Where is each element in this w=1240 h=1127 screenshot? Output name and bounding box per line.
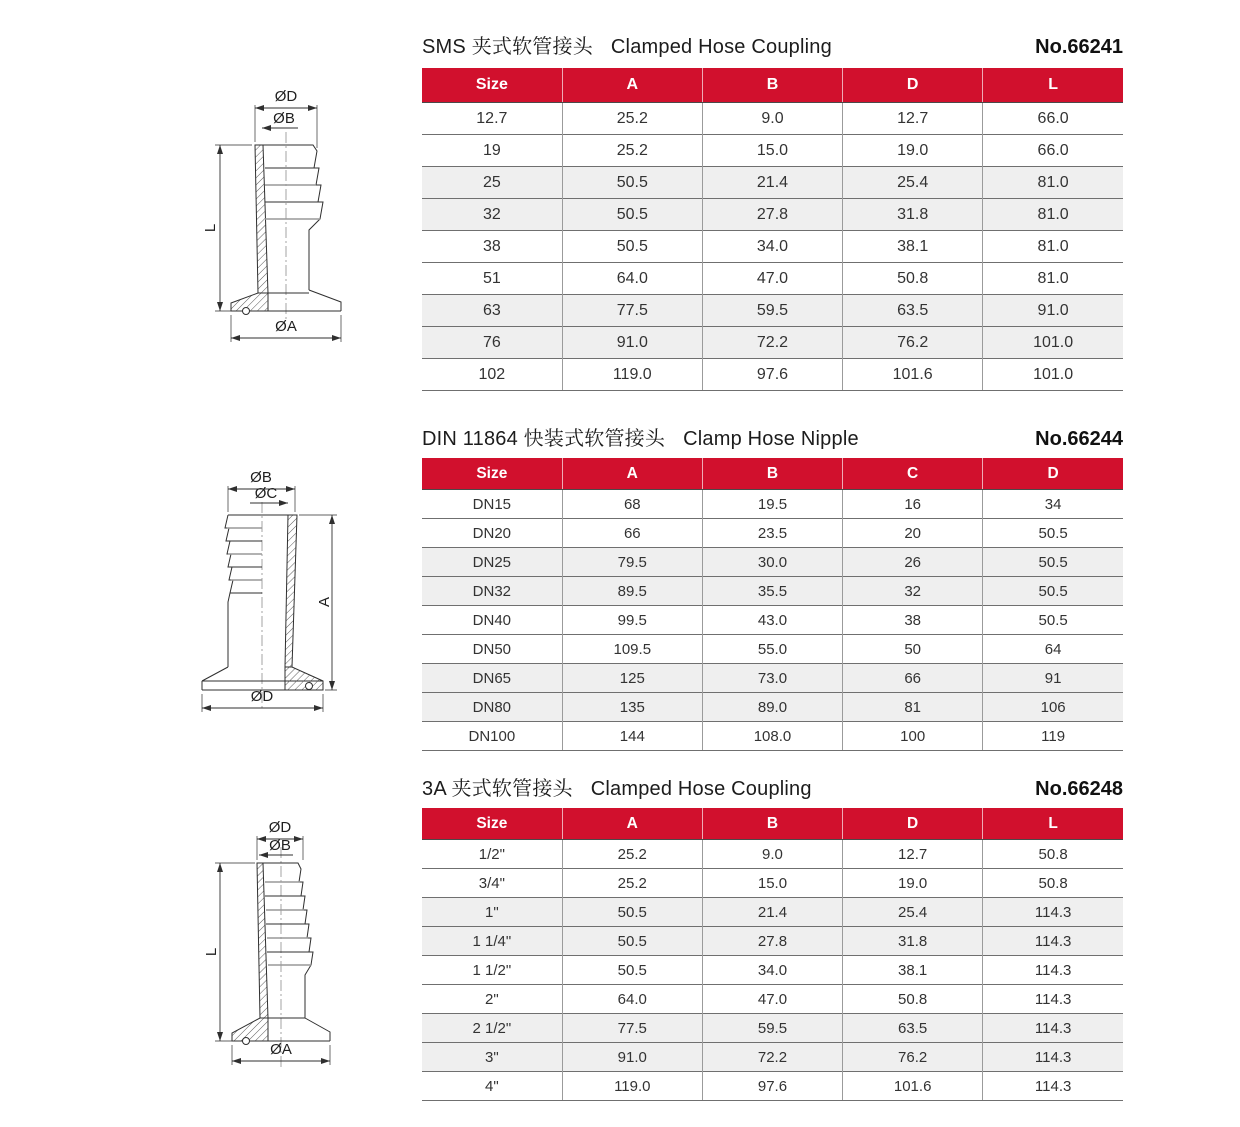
table-cell: 21.4 xyxy=(702,167,842,199)
table-cell: 43.0 xyxy=(702,606,842,635)
table-cell: 32 xyxy=(843,577,983,606)
table-cell: 38.1 xyxy=(843,956,983,985)
table-cell: 15.0 xyxy=(702,869,842,898)
table-cell: 76 xyxy=(422,327,562,359)
table-cell: 50.5 xyxy=(562,898,702,927)
table-cell: 47.0 xyxy=(702,985,842,1014)
table-cell: 12.7 xyxy=(843,103,983,135)
table-row xyxy=(422,231,1123,263)
table-row xyxy=(422,985,1123,1014)
section-title-sms xyxy=(422,30,1123,59)
ferrule-section xyxy=(285,667,323,690)
table-row xyxy=(422,840,1123,869)
table-cell: 114.3 xyxy=(983,1072,1123,1101)
table-header-row xyxy=(422,458,1123,490)
title-chinese: SMS 夹式软管接头 xyxy=(422,36,593,58)
table-cell: 64.0 xyxy=(562,263,702,295)
table-cell: DN80 xyxy=(422,693,562,722)
table-cell: 25 xyxy=(422,167,562,199)
column-header: Size xyxy=(422,458,562,490)
table-cell: 50.8 xyxy=(843,985,983,1014)
table-cell: 25.4 xyxy=(843,898,983,927)
table-cell: 50.5 xyxy=(562,231,702,263)
table-row xyxy=(422,199,1123,231)
table-row xyxy=(422,519,1123,548)
table-cell: 91 xyxy=(983,664,1123,693)
table-cell: 9.0 xyxy=(702,103,842,135)
table-cell: 81.0 xyxy=(983,231,1123,263)
table-row xyxy=(422,103,1123,135)
table-cell: 91.0 xyxy=(562,1043,702,1072)
table-cell: DN25 xyxy=(422,548,562,577)
table-cell: 19.0 xyxy=(843,869,983,898)
table-cell: DN50 xyxy=(422,635,562,664)
table-cell: 32 xyxy=(422,199,562,231)
table-cell: 89.0 xyxy=(702,693,842,722)
table-cell: 25.2 xyxy=(562,103,702,135)
table-cell: 2 1/2" xyxy=(422,1014,562,1043)
dim-label-flange-diameter: ØA xyxy=(270,1041,292,1058)
table-cell: 59.5 xyxy=(702,295,842,327)
table-header-row xyxy=(422,68,1123,103)
table-cell: 50.8 xyxy=(983,869,1123,898)
table-cell: 63.5 xyxy=(843,1014,983,1043)
table-cell: 38 xyxy=(843,606,983,635)
ferrule-section xyxy=(231,293,268,311)
part-number: No.66248 xyxy=(1035,778,1123,800)
column-header: D xyxy=(983,458,1123,490)
dim-label-bore-diameter: ØB xyxy=(273,110,295,127)
table-row xyxy=(422,548,1123,577)
table-cell: 114.3 xyxy=(983,1043,1123,1072)
table-row xyxy=(422,722,1123,751)
title-chinese: 3A 夹式软管接头 xyxy=(422,778,573,800)
table-cell: 68 xyxy=(562,490,702,519)
table-row xyxy=(422,577,1123,606)
table-row xyxy=(422,167,1123,199)
table-row xyxy=(422,295,1123,327)
table-row xyxy=(422,1014,1123,1043)
table-cell: 100 xyxy=(843,722,983,751)
table-cell: 106 xyxy=(983,693,1123,722)
table-cell: 81 xyxy=(843,693,983,722)
table-cell: 66 xyxy=(843,664,983,693)
table-cell: 109.5 xyxy=(562,635,702,664)
table-cell: 50.5 xyxy=(562,167,702,199)
table-cell: 19 xyxy=(422,135,562,167)
table-cell: 97.6 xyxy=(702,359,842,391)
table-cell: 99.5 xyxy=(562,606,702,635)
title-chinese: DIN 11864 快装式软管接头 xyxy=(422,428,666,450)
table-cell: 119 xyxy=(983,722,1123,751)
table-cell: 114.3 xyxy=(983,956,1123,985)
table-row xyxy=(422,359,1123,391)
dim-label-flange-diameter: ØD xyxy=(250,688,274,705)
technical-drawing-din xyxy=(190,462,360,727)
table-cell: 25.2 xyxy=(562,869,702,898)
table-cell: 119.0 xyxy=(562,1072,702,1101)
table-cell: 144 xyxy=(562,722,702,751)
table-row xyxy=(422,693,1123,722)
spec-table-3a xyxy=(422,808,1123,1101)
table-cell: 50.5 xyxy=(983,548,1123,577)
table-row xyxy=(422,263,1123,295)
table-cell: 64.0 xyxy=(562,985,702,1014)
table-cell: 50.5 xyxy=(562,956,702,985)
table-cell: 38 xyxy=(422,231,562,263)
column-header: D xyxy=(843,68,983,103)
table-cell: 27.8 xyxy=(702,199,842,231)
table-cell: 25.2 xyxy=(562,135,702,167)
table-cell: 114.3 xyxy=(983,985,1123,1014)
table-cell: 76.2 xyxy=(843,327,983,359)
table-row xyxy=(422,606,1123,635)
table-cell: 66.0 xyxy=(983,135,1123,167)
table-cell: 1/2" xyxy=(422,840,562,869)
table-cell: 50.8 xyxy=(983,840,1123,869)
table-cell: DN32 xyxy=(422,577,562,606)
table-cell: 1" xyxy=(422,898,562,927)
column-header: A xyxy=(562,458,702,490)
table-cell: 50.5 xyxy=(562,199,702,231)
table-cell: 64 xyxy=(983,635,1123,664)
table-cell: 125 xyxy=(562,664,702,693)
table-cell: 50.5 xyxy=(983,577,1123,606)
column-header: C xyxy=(843,458,983,490)
table-cell: 50.5 xyxy=(562,927,702,956)
table-cell: 38.1 xyxy=(843,231,983,263)
table-cell: 101.0 xyxy=(983,359,1123,391)
part-number: No.66241 xyxy=(1035,36,1123,58)
table-cell: 19.0 xyxy=(843,135,983,167)
part-number: No.66244 xyxy=(1035,428,1123,450)
table-cell: 16 xyxy=(843,490,983,519)
ferrule-notch xyxy=(243,1038,250,1045)
table-row xyxy=(422,135,1123,167)
table-cell: 72.2 xyxy=(702,327,842,359)
table-cell: DN15 xyxy=(422,490,562,519)
dim-label-outer-diameter: ØD xyxy=(268,819,292,836)
table-cell: 73.0 xyxy=(702,664,842,693)
table-cell: 34 xyxy=(983,490,1123,519)
table-cell: 3/4" xyxy=(422,869,562,898)
column-header: B xyxy=(702,458,842,490)
table-cell: 2" xyxy=(422,985,562,1014)
table-row xyxy=(422,635,1123,664)
table-cell: 72.2 xyxy=(702,1043,842,1072)
title-english: Clamped Hose Coupling xyxy=(590,778,812,800)
section-title-3a xyxy=(422,772,1123,801)
section-heading xyxy=(422,772,812,801)
table-cell: 1 1/2" xyxy=(422,956,562,985)
table-cell: 77.5 xyxy=(562,1014,702,1043)
spec-table-din xyxy=(422,458,1123,751)
table-cell: 31.8 xyxy=(843,927,983,956)
table-cell: 63.5 xyxy=(843,295,983,327)
table-cell: 35.5 xyxy=(702,577,842,606)
table-row xyxy=(422,1072,1123,1101)
table-cell: DN65 xyxy=(422,664,562,693)
table-cell: 50 xyxy=(843,635,983,664)
table-cell: 76.2 xyxy=(843,1043,983,1072)
table-cell: 21.4 xyxy=(702,898,842,927)
table-cell: 15.0 xyxy=(702,135,842,167)
table-cell: 1 1/4" xyxy=(422,927,562,956)
table-cell: 91.0 xyxy=(562,327,702,359)
table-cell: 47.0 xyxy=(702,263,842,295)
table-row xyxy=(422,664,1123,693)
table-cell: 27.8 xyxy=(702,927,842,956)
table-cell: 34.0 xyxy=(702,231,842,263)
table-cell: 20 xyxy=(843,519,983,548)
table-cell: 66 xyxy=(562,519,702,548)
table-cell: 26 xyxy=(843,548,983,577)
ferrule-notch xyxy=(243,308,250,315)
table-cell: DN100 xyxy=(422,722,562,751)
table-cell: 3" xyxy=(422,1043,562,1072)
table-cell: 135 xyxy=(562,693,702,722)
technical-drawing-sms xyxy=(198,80,398,380)
table-cell: 81.0 xyxy=(983,199,1123,231)
table-row xyxy=(422,1043,1123,1072)
table-cell: 12.7 xyxy=(422,103,562,135)
table-cell: 97.6 xyxy=(702,1072,842,1101)
table-cell: 119.0 xyxy=(562,359,702,391)
table-cell: 63 xyxy=(422,295,562,327)
table-cell: 102 xyxy=(422,359,562,391)
table-cell: 19.5 xyxy=(702,490,842,519)
table-cell: 114.3 xyxy=(983,1014,1123,1043)
table-cell: 66.0 xyxy=(983,103,1123,135)
table-cell: 108.0 xyxy=(702,722,842,751)
table-cell: 34.0 xyxy=(702,956,842,985)
table-header-row xyxy=(422,808,1123,840)
table-cell: 25.4 xyxy=(843,167,983,199)
dim-label-length: L xyxy=(202,223,219,233)
title-english: Clamped Hose Coupling xyxy=(610,36,832,58)
table-cell: 31.8 xyxy=(843,199,983,231)
table-cell: 101.6 xyxy=(843,1072,983,1101)
table-cell: 50.5 xyxy=(983,519,1123,548)
table-cell: 101.0 xyxy=(983,327,1123,359)
table-cell: 30.0 xyxy=(702,548,842,577)
column-header: Size xyxy=(422,808,562,840)
table-cell: 51 xyxy=(422,263,562,295)
table-cell: 12.7 xyxy=(843,840,983,869)
spec-table-sms xyxy=(422,68,1123,391)
title-english: Clamp Hose Nipple xyxy=(683,428,859,450)
table-cell: 50.5 xyxy=(983,606,1123,635)
column-header: A xyxy=(562,68,702,103)
table-cell: 25.2 xyxy=(562,840,702,869)
table-cell: 114.3 xyxy=(983,927,1123,956)
table-cell: DN20 xyxy=(422,519,562,548)
table-cell: 81.0 xyxy=(983,263,1123,295)
section-heading xyxy=(422,30,832,59)
table-cell: DN40 xyxy=(422,606,562,635)
sectioned-wall xyxy=(257,863,268,1018)
table-row xyxy=(422,327,1123,359)
dim-label-length: L xyxy=(203,947,220,957)
table-cell: 81.0 xyxy=(983,167,1123,199)
table-cell: 114.3 xyxy=(983,898,1123,927)
column-header: B xyxy=(702,68,842,103)
table-row xyxy=(422,927,1123,956)
table-row xyxy=(422,898,1123,927)
table-cell: 50.8 xyxy=(843,263,983,295)
column-header: D xyxy=(843,808,983,840)
table-cell: 55.0 xyxy=(702,635,842,664)
table-cell: 101.6 xyxy=(843,359,983,391)
ferrule-notch xyxy=(306,683,313,690)
dim-label-bore-diameter: ØC xyxy=(254,485,278,502)
table-cell: 9.0 xyxy=(702,840,842,869)
dim-label-length: A xyxy=(316,596,333,608)
table-row xyxy=(422,956,1123,985)
sectioned-wall xyxy=(285,515,297,667)
column-header: L xyxy=(983,68,1123,103)
table-row xyxy=(422,490,1123,519)
table-cell: 91.0 xyxy=(983,295,1123,327)
table-cell: 59.5 xyxy=(702,1014,842,1043)
dim-label-flange-diameter: ØA xyxy=(275,318,297,335)
table-cell: 89.5 xyxy=(562,577,702,606)
section-heading xyxy=(422,422,859,451)
dim-label-outer-diameter: ØB xyxy=(250,469,272,486)
table-row xyxy=(422,869,1123,898)
column-header: L xyxy=(983,808,1123,840)
column-header: A xyxy=(562,808,702,840)
table-cell: 77.5 xyxy=(562,295,702,327)
table-cell: 4" xyxy=(422,1072,562,1101)
dim-label-outer-diameter: ØD xyxy=(274,88,298,105)
ferrule-section xyxy=(232,1018,268,1041)
column-header: B xyxy=(702,808,842,840)
section-title-din xyxy=(422,422,1123,451)
column-header: Size xyxy=(422,68,562,103)
table-cell: 79.5 xyxy=(562,548,702,577)
technical-drawing-3a xyxy=(205,815,355,1090)
table-cell: 23.5 xyxy=(702,519,842,548)
dim-label-bore-diameter: ØB xyxy=(269,837,291,854)
